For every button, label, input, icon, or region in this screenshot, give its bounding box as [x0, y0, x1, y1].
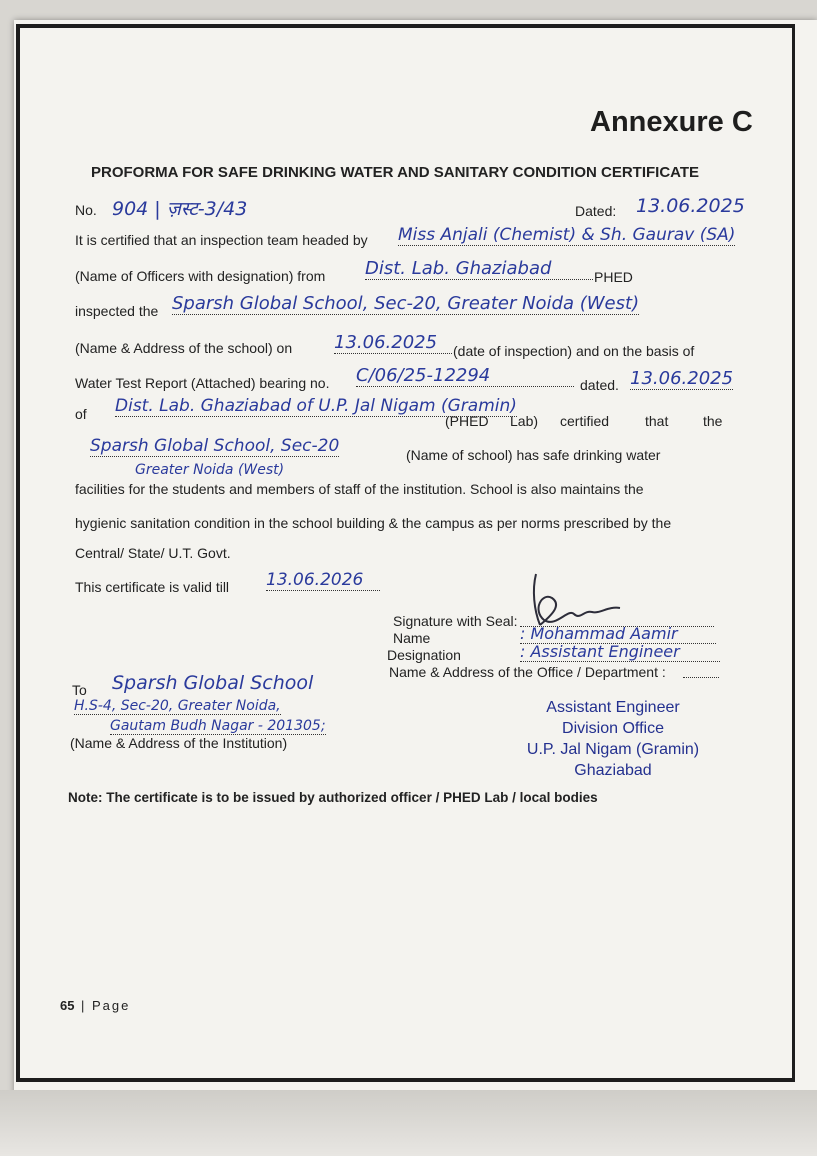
page-word: | Page	[81, 998, 131, 1013]
background-surface	[0, 1090, 817, 1156]
line1-text: It is certified that an inspection team headed by	[75, 232, 368, 248]
annexure-heading: Annexure C	[590, 106, 753, 138]
name-label: Name	[393, 630, 431, 646]
from-office-value: Dist. Lab. Ghaziabad	[365, 258, 593, 280]
phed-label: PHED	[594, 269, 633, 285]
dated-label: Dated:	[575, 203, 617, 219]
seal-line2: Division Office	[562, 720, 664, 737]
to-label: To	[72, 682, 87, 698]
certified-word: certified	[560, 413, 610, 429]
paragraph-line2: hygienic sanitation condition in the school building & the campus as per norms prescribed by the	[75, 515, 672, 531]
designation-label: Designation	[387, 647, 461, 663]
that-word: that	[645, 413, 669, 429]
paragraph-line3: Central/ State/ U.T. Govt.	[75, 545, 231, 561]
line2-text: (Name of Officers with designation) from	[75, 268, 326, 284]
office-label: Name & Address of the Office / Department :	[389, 664, 666, 680]
line5-text: Water Test Report (Attached) bearing no.	[75, 375, 330, 391]
line4-text: (Name & Address of the school) on	[75, 340, 293, 356]
report-number-value: C/06/25-12294	[356, 365, 574, 387]
report-date-value: 13.06.2025	[630, 368, 734, 389]
school-name-address-value: Sparsh Global School, Sec-20, Greater Noida (West)	[172, 293, 640, 314]
designation-value: : Assistant Engineer	[520, 642, 720, 662]
inspection-date-value: 13.06.2025	[334, 332, 452, 354]
lab-name-value: Dist. Lab. Ghaziabad of U.P. Jal Nigam (Gramin)	[115, 396, 517, 416]
valid-till-value: 13.06.2026	[266, 570, 380, 591]
name-value: : Mohammad Aamir	[520, 624, 716, 644]
institution-line2: H.S-4, Sec-20, Greater Noida,	[74, 698, 281, 714]
page-number: 65	[60, 998, 75, 1013]
line4-suffix: (date of inspection) and on the basis of	[453, 343, 695, 359]
seal-line4: Ghaziabad	[574, 762, 652, 779]
office-seal	[518, 697, 708, 781]
lab-paren-label: Lab)	[510, 413, 539, 429]
the-word: the	[703, 413, 723, 429]
inspection-team-value: Miss Anjali (Chemist) & Sh. Gaurav (SA)	[398, 225, 736, 245]
dated-value: 13.06.2025	[636, 195, 745, 217]
office-line	[683, 677, 719, 678]
line3-text: inspected the	[75, 303, 159, 319]
no-value: 904 | ज़स्ट-3/43	[112, 198, 248, 220]
signature-label: Signature with Seal:	[393, 613, 518, 629]
document-title: PROFORMA FOR SAFE DRINKING WATER AND SANITARY CONDITION CERTIFICATE	[91, 164, 700, 181]
seal-line3: U.P. Jal Nigam (Gramin)	[526, 741, 700, 758]
institution-line1: Sparsh Global School	[112, 672, 314, 694]
line5-dated: dated.	[580, 377, 619, 393]
phed-paren-label: (PHED	[445, 413, 489, 429]
note-text: Note: The certificate is to be issued by authorized officer / PHED Lab / local bodies	[68, 790, 598, 805]
school-name-value: Sparsh Global School, Sec-20	[90, 436, 340, 456]
line6-of: of	[75, 406, 87, 422]
school-location-value: Greater Noida (West)	[135, 462, 285, 478]
line7-suffix: (Name of school) has safe drinking water	[406, 447, 661, 463]
institution-line3: Gautam Budh Nagar - 201305;	[110, 718, 326, 734]
no-label: No.	[75, 202, 97, 218]
seal-line1: Assistant Engineer	[546, 699, 680, 716]
institution-caption: (Name & Address of the Institution)	[70, 735, 288, 751]
valid-till-label: This certificate is valid till	[75, 579, 230, 595]
paragraph-line1: facilities for the students and members of staff of the institution. School is also maintains the	[75, 481, 644, 497]
